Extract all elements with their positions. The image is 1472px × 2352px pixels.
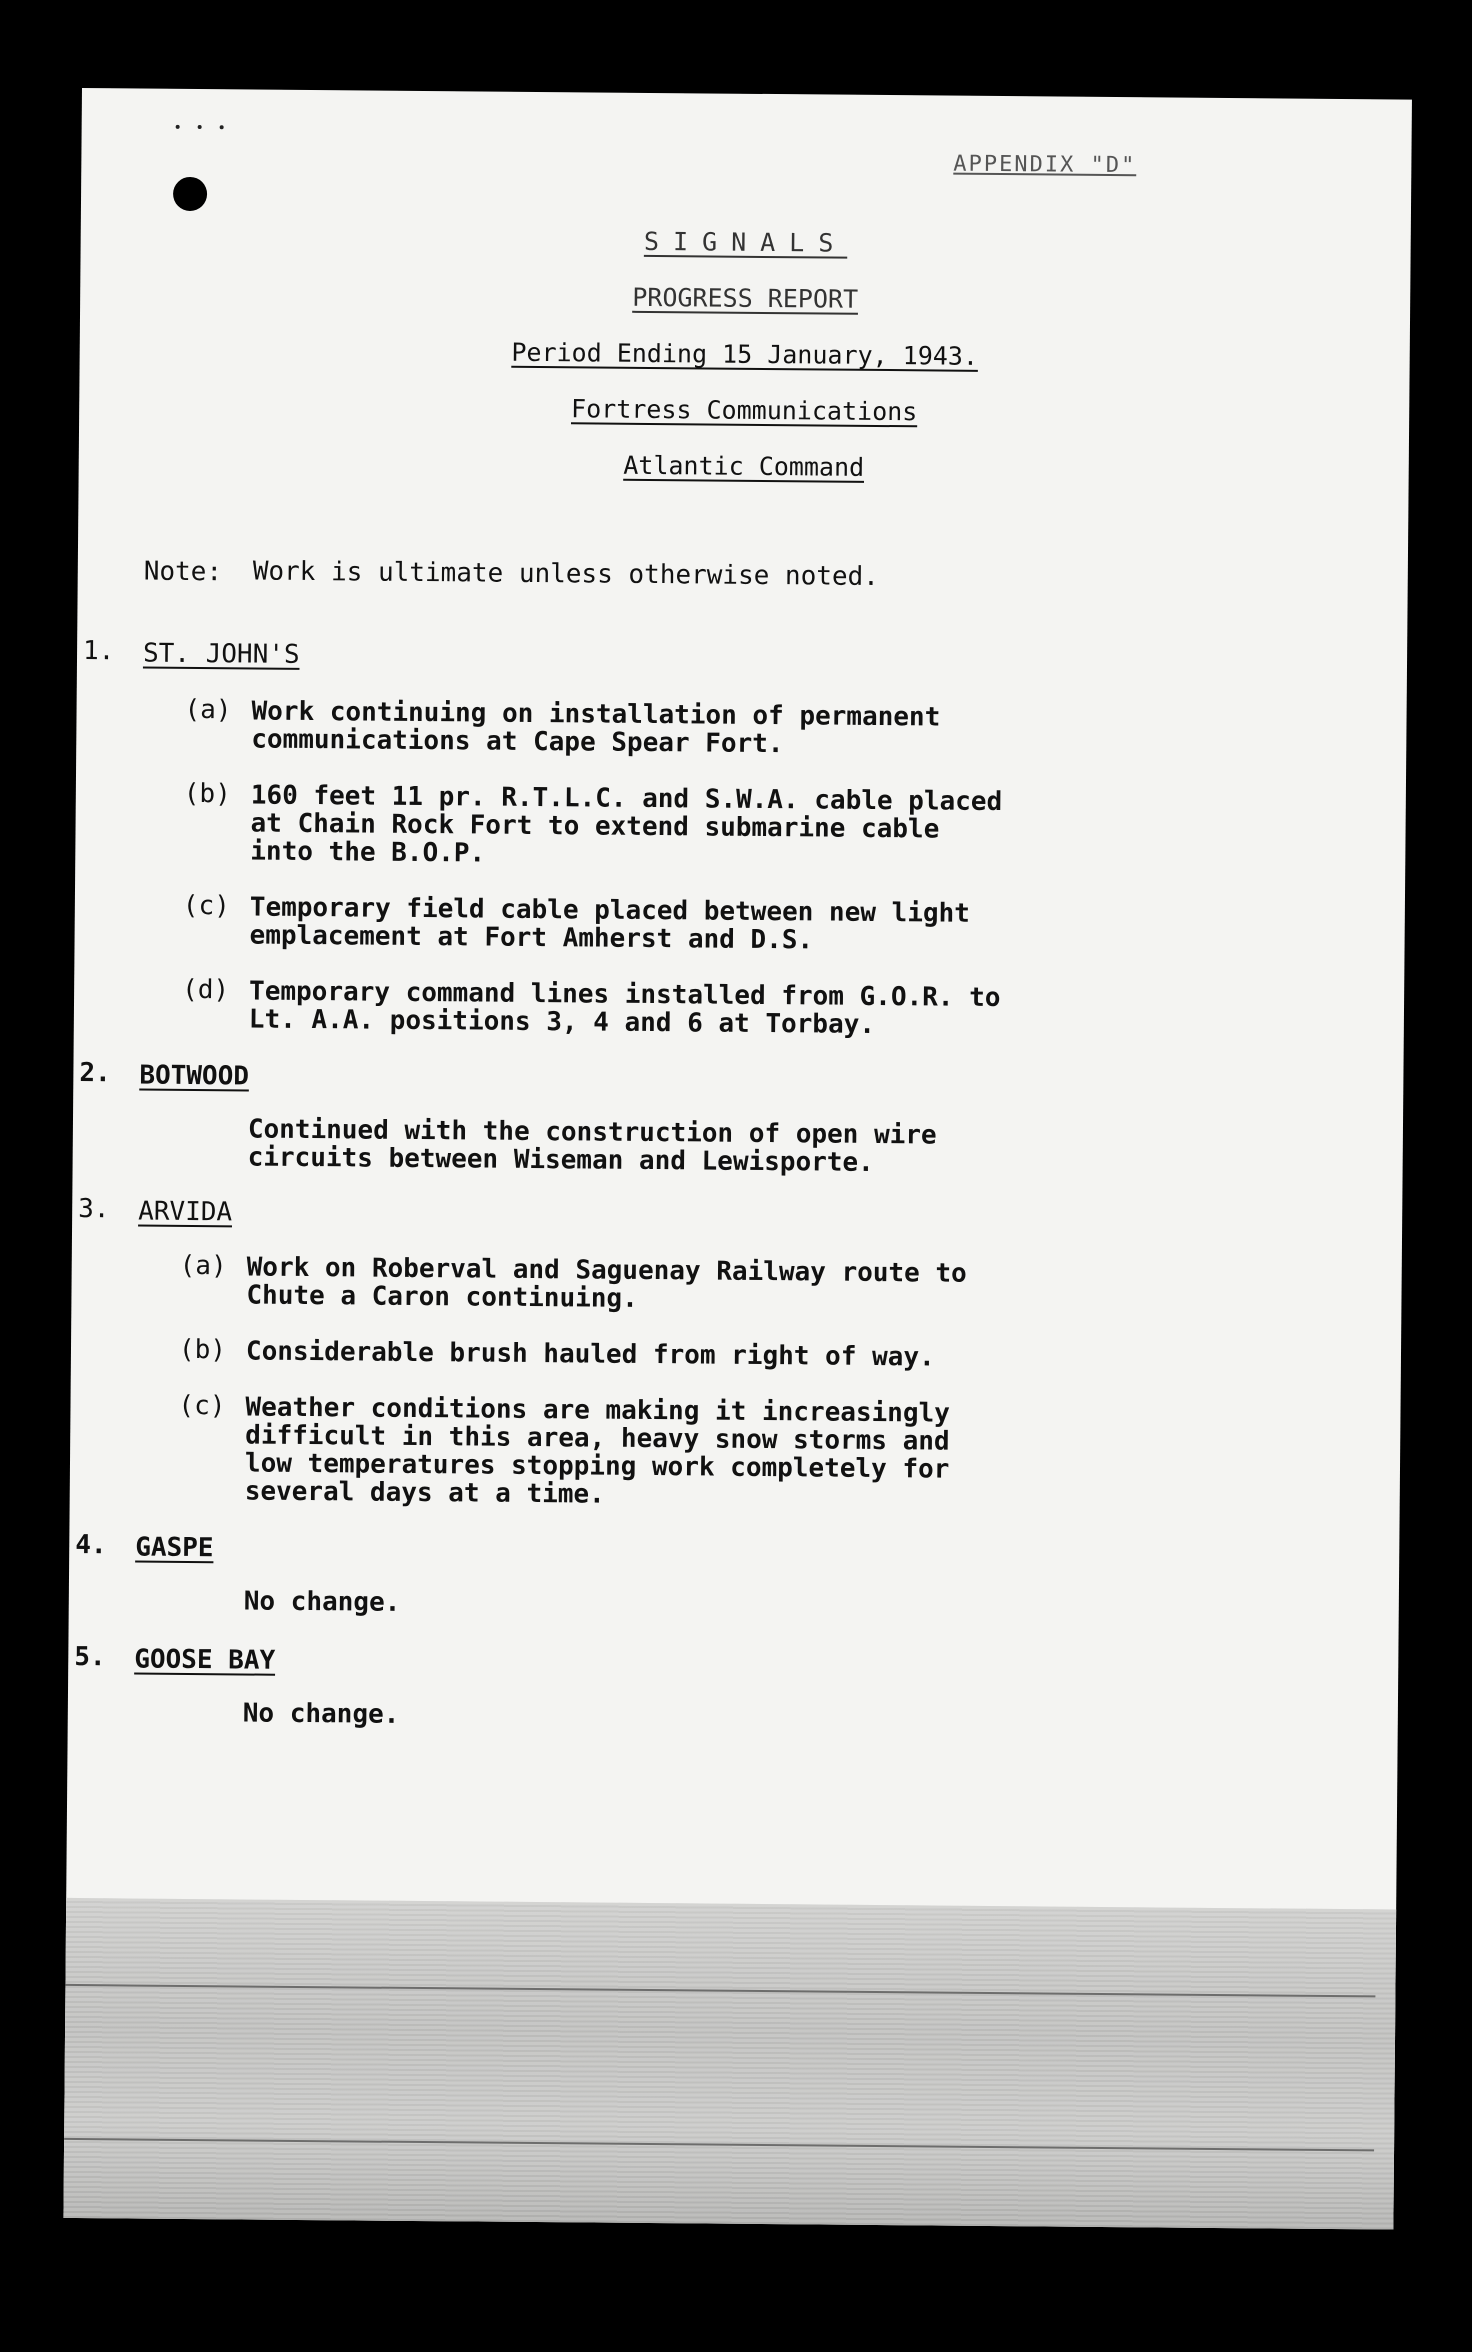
period-line: Period Ending 15 January, 1943. [511,337,979,371]
document-page [63,88,1412,2230]
section-number: 3. [78,1194,110,1225]
item-line: 160 feet 11 pr. R.T.L.C. and S.W.A. cable placed [250,780,1003,818]
item-line: Temporary field cable placed between new light [249,892,971,929]
branch-line: Fortress Communications [570,394,918,427]
document-subtitle: PROGRESS REPORT [632,282,859,314]
punch-hole [173,177,207,211]
speck [220,125,224,129]
body-line: No change. [243,1586,401,1618]
section-title-arvida: ARVIDA [138,1196,233,1228]
item-label: (b) [178,1334,227,1366]
section-number: 4. [75,1529,107,1561]
speck [198,125,202,129]
section-number: 5. [74,1641,106,1673]
scan-line [64,2138,1374,2151]
item-line: Considerable brush hauled from right of way. [245,1336,935,1373]
item-line: Work continuing on installation of permanent [251,696,941,733]
item-line: low temperatures stopping work completely for [244,1448,950,1485]
section-number: 1. [82,636,115,667]
body-line: Continued with the construction of open wire [247,1114,937,1151]
section-title-gaspe: GASPE [135,1532,214,1564]
scan-shading [63,1898,1396,2230]
item-line: Temporary command lines installed from G.O.R. to [248,976,1001,1014]
note-label: Note: [143,556,223,588]
item-label: (a) [179,1250,227,1282]
item-line: several days at a time. [244,1476,605,1510]
item-line: Work on Roberval and Saguenay Railway route to [246,1252,967,1289]
scan-line [65,1984,1375,1997]
item-label: (c) [182,890,230,922]
appendix-reference: APPENDIX "D" [953,151,1137,179]
item-label: (d) [182,974,230,1006]
item-line: emplacement at Fort Amherst and D.S. [249,920,814,956]
item-label: (c) [178,1390,226,1422]
item-label: (a) [184,694,232,726]
command-line: Atlantic Command [623,450,865,482]
item-label: (b) [183,778,231,810]
item-line: Lt. A.A. positions 3, 4 and 6 at Torbay. [248,1004,876,1040]
section-number: 2. [79,1058,111,1089]
item-line: into the B.O.P. [250,836,486,869]
note-text: Work is ultimate unless otherwise noted. [252,556,880,592]
item-line: difficult in this area, heavy snow storms and [245,1420,950,1457]
document-title: SIGNALS [643,226,848,258]
section-title-botwood: BOTWOOD [139,1060,250,1092]
item-line: Chute a Caron continuing. [246,1280,638,1314]
item-line: at Chain Rock Fort to extend submarine cable [250,808,940,845]
body-line: circuits between Wiseman and Lewisporte. [247,1142,874,1178]
item-line: communications at Cape Spear Fort. [251,724,784,760]
item-line: Weather conditions are making it increasingly [245,1392,951,1429]
speck [176,125,180,129]
section-title-st-johns: ST. JOHN'S [142,638,300,670]
body-line: No change. [242,1698,400,1730]
section-title-goose-bay: GOOSE BAY [134,1644,276,1676]
